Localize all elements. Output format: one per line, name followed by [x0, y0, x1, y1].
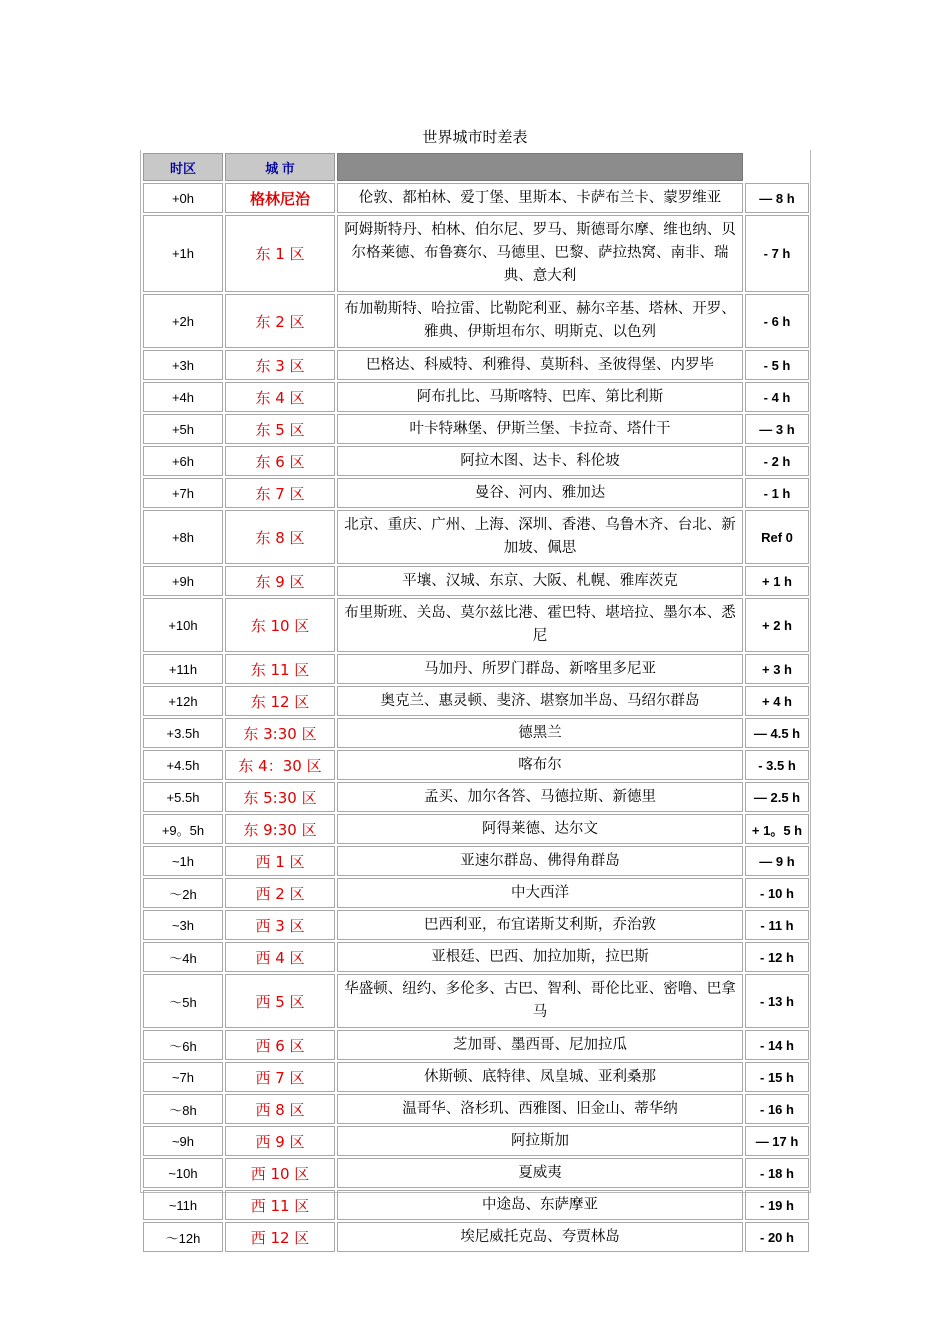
zone-name-cell: 西 1 区	[225, 846, 335, 876]
beijing-time-difference-cell: — 3 h	[745, 414, 809, 444]
table-row	[143, 382, 809, 412]
beijing-time-difference-cell: - 7 h	[745, 215, 809, 292]
header-diff-blank	[745, 153, 809, 181]
beijing-time-difference-cell: — 9 h	[745, 846, 809, 876]
timezone-offset-cell: +9。5h	[143, 814, 223, 844]
zone-name-cell: 东 6 区	[225, 446, 335, 476]
beijing-time-difference-cell: - 14 h	[745, 1030, 809, 1060]
table-row	[143, 750, 809, 780]
table-row	[143, 910, 809, 940]
zone-name-cell: 西 7 区	[225, 1062, 335, 1092]
cities-cell: 芝加哥、墨西哥、尼加拉瓜	[337, 1030, 743, 1060]
zone-name-cell: 西 12 区	[225, 1222, 335, 1252]
header-timezone: 时区	[143, 153, 223, 181]
table-row	[143, 1222, 809, 1252]
cities-cell: 中途岛、东萨摩亚	[337, 1190, 743, 1220]
table-row	[143, 942, 809, 972]
table-row	[143, 654, 809, 684]
beijing-time-difference-cell: — 2.5 h	[745, 782, 809, 812]
table-row	[143, 215, 809, 292]
header-city: 城 市	[225, 153, 335, 181]
zone-name-cell: 东 11 区	[225, 654, 335, 684]
timezone-offset-cell: +12h	[143, 686, 223, 716]
cities-cell: 休斯顿、底特律、凤皇城、亚利桑那	[337, 1062, 743, 1092]
timezone-offset-cell: ~9h	[143, 1126, 223, 1156]
cities-cell: 阿拉木图、达卡、科伦坡	[337, 446, 743, 476]
table-row	[143, 566, 809, 596]
cities-cell: 奥克兰、惠灵顿、斐济、堪察加半岛、马绍尔群岛	[337, 686, 743, 716]
cities-cell: 马加丹、所罗门群岛、新喀里多尼亚	[337, 654, 743, 684]
beijing-time-difference-cell: - 20 h	[745, 1222, 809, 1252]
cities-cell: 叶卡特琳堡、伊斯兰堡、卡拉奇、塔什干	[337, 414, 743, 444]
zone-name-cell: 东 12 区	[225, 686, 335, 716]
cities-cell: 埃尼威托克岛、夸贾林岛	[337, 1222, 743, 1252]
timezone-offset-cell: +0h	[143, 183, 223, 213]
beijing-time-difference-cell: + 4 h	[745, 686, 809, 716]
beijing-time-difference-cell: - 12 h	[745, 942, 809, 972]
table-row	[143, 686, 809, 716]
timezone-offset-cell: +11h	[143, 654, 223, 684]
timezone-offset-cell: ～8h	[143, 1094, 223, 1124]
zone-name-cell: 东 5 区	[225, 414, 335, 444]
zone-name-cell: 东 10 区	[225, 598, 335, 652]
table-row	[143, 782, 809, 812]
timezone-offset-cell: ～6h	[143, 1030, 223, 1060]
cities-cell: 布里斯班、关岛、莫尔兹比港、霍巴特、堪培拉、墨尔本、悉尼	[337, 598, 743, 652]
timezone-offset-cell: +6h	[143, 446, 223, 476]
table-row	[143, 183, 809, 213]
zone-name-cell: 西 9 区	[225, 1126, 335, 1156]
page-title: 世界城市时差表	[422, 128, 528, 146]
table-row	[143, 446, 809, 476]
timezone-offset-cell: ～5h	[143, 974, 223, 1028]
timezone-offset-cell: ~3h	[143, 910, 223, 940]
timezone-offset-cell: +4.5h	[143, 750, 223, 780]
beijing-time-difference-cell: - 11 h	[745, 910, 809, 940]
beijing-time-difference-cell: - 15 h	[745, 1062, 809, 1092]
beijing-time-difference-cell: Ref 0	[745, 510, 809, 564]
beijing-time-difference-cell: - 5 h	[745, 350, 809, 380]
header-row	[143, 153, 809, 181]
timezone-offset-cell: +5.5h	[143, 782, 223, 812]
cities-cell: 中大西洋	[337, 878, 743, 908]
table-row	[143, 974, 809, 1028]
cities-cell: 曼谷、河内、雅加达	[337, 478, 743, 508]
table-row	[143, 1062, 809, 1092]
cities-cell: 伦敦、都柏林、爱丁堡、里斯本、卡萨布兰卡、蒙罗维亚	[337, 183, 743, 213]
zone-name-cell: 西 10 区	[225, 1158, 335, 1188]
zone-name-cell: 东 8 区	[225, 510, 335, 564]
zone-name-cell: 东 3:30 区	[225, 718, 335, 748]
table-row	[143, 1126, 809, 1156]
cities-cell: 喀布尔	[337, 750, 743, 780]
beijing-time-difference-cell: - 19 h	[745, 1190, 809, 1220]
zone-name-cell: 西 3 区	[225, 910, 335, 940]
table-row	[143, 878, 809, 908]
cities-cell: 亚速尔群岛、佛得角群岛	[337, 846, 743, 876]
zone-name-cell: 西 6 区	[225, 1030, 335, 1060]
zone-name-cell: 东 9 区	[225, 566, 335, 596]
timezone-offset-cell: +5h	[143, 414, 223, 444]
table-row	[143, 294, 809, 348]
beijing-time-difference-cell: - 16 h	[745, 1094, 809, 1124]
zone-name-cell: 西 5 区	[225, 974, 335, 1028]
cities-cell: 阿姆斯特丹、柏林、伯尔尼、罗马、斯德哥尔摩、维也纳、贝尔格莱德、布鲁赛尔、马德里、巴黎、萨拉热窝、南非、瑞典、意大利	[337, 215, 743, 292]
cities-cell: 孟买、加尔各答、马德拉斯、新德里	[337, 782, 743, 812]
cities-cell: 巴西利亚，布宜诺斯艾利斯，乔治敦	[337, 910, 743, 940]
table-row	[143, 814, 809, 844]
cities-cell: 布加勒斯特、哈拉雷、比勒陀利亚、赫尔辛基、塔林、开罗、雅典、伊斯坦布尔、明斯克、以色列	[337, 294, 743, 348]
zone-name-cell: 西 8 区	[225, 1094, 335, 1124]
table-row	[143, 478, 809, 508]
table-row	[143, 1158, 809, 1188]
beijing-time-difference-cell: - 6 h	[745, 294, 809, 348]
table-row	[143, 1030, 809, 1060]
beijing-time-difference-cell: - 3.5 h	[745, 750, 809, 780]
table-row	[143, 510, 809, 564]
table-row	[143, 718, 809, 748]
zone-name-cell: 东 5:30 区	[225, 782, 335, 812]
zone-name-cell: 东 4 区	[225, 382, 335, 412]
beijing-time-difference-cell: + 1。5 h	[745, 814, 809, 844]
beijing-time-difference-cell: - 13 h	[745, 974, 809, 1028]
timezone-offset-cell: +9h	[143, 566, 223, 596]
beijing-time-difference-cell: + 3 h	[745, 654, 809, 684]
timezone-offset-cell: ~1h	[143, 846, 223, 876]
header-cities-blank	[337, 153, 743, 181]
timezone-offset-cell: ～4h	[143, 942, 223, 972]
timezone-offset-cell: +1h	[143, 215, 223, 292]
cities-cell: 德黑兰	[337, 718, 743, 748]
timezone-offset-cell: ～12h	[143, 1222, 223, 1252]
cities-cell: 亚根廷、巴西、加拉加斯，拉巴斯	[337, 942, 743, 972]
zone-name-cell: 东 7 区	[225, 478, 335, 508]
table-row	[143, 598, 809, 652]
cities-cell: 华盛顿、纽约、多伦多、古巴、智利、哥伦比亚、密噜、巴拿马	[337, 974, 743, 1028]
timezone-offset-cell: ~11h	[143, 1190, 223, 1220]
cities-cell: 北京、重庆、广州、上海、深圳、香港、乌鲁木齐、台北、新加坡、佩思	[337, 510, 743, 564]
timezone-offset-cell: ～2h	[143, 878, 223, 908]
beijing-time-difference-cell: - 18 h	[745, 1158, 809, 1188]
timezone-offset-cell: +4h	[143, 382, 223, 412]
cities-cell: 温哥华、洛杉玑、西雅图、旧金山、蒂华纳	[337, 1094, 743, 1124]
timezone-offset-cell: +2h	[143, 294, 223, 348]
beijing-time-difference-cell: — 8 h	[745, 183, 809, 213]
timezone-offset-cell: ~7h	[143, 1062, 223, 1092]
table-row	[143, 350, 809, 380]
timezone-offset-cell: +3.5h	[143, 718, 223, 748]
zone-name-cell: 东 2 区	[225, 294, 335, 348]
timezone-table	[141, 151, 811, 1254]
beijing-time-difference-cell: + 1 h	[745, 566, 809, 596]
timezone-offset-cell: +3h	[143, 350, 223, 380]
table-row	[143, 846, 809, 876]
zone-name-cell: 东 1 区	[225, 215, 335, 292]
table-body	[143, 183, 809, 1252]
beijing-time-difference-cell: — 17 h	[745, 1126, 809, 1156]
cities-cell: 夏威夷	[337, 1158, 743, 1188]
table-row	[143, 1190, 809, 1220]
zone-name-cell: 西 11 区	[225, 1190, 335, 1220]
beijing-time-difference-cell: - 10 h	[745, 878, 809, 908]
timezone-offset-cell: +10h	[143, 598, 223, 652]
timezone-offset-cell: +8h	[143, 510, 223, 564]
cities-cell: 阿得莱德、达尔文	[337, 814, 743, 844]
beijing-time-difference-cell: — 4.5 h	[745, 718, 809, 748]
beijing-time-difference-cell: + 2 h	[745, 598, 809, 652]
zone-name-cell: 东 9:30 区	[225, 814, 335, 844]
zone-name-cell: 西 4 区	[225, 942, 335, 972]
zone-name-cell: 东 3 区	[225, 350, 335, 380]
table-row	[143, 414, 809, 444]
table-row	[143, 1094, 809, 1124]
timezone-offset-cell: ~10h	[143, 1158, 223, 1188]
timezone-offset-cell: +7h	[143, 478, 223, 508]
cities-cell: 巴格达、科威特、利雅得、莫斯科、圣彼得堡、内罗毕	[337, 350, 743, 380]
cities-cell: 阿布扎比、马斯喀特、巴库、第比利斯	[337, 382, 743, 412]
cities-cell: 平壤、汉城、东京、大阪、札幌、雅库茨克	[337, 566, 743, 596]
zone-name-cell: 格林尼治	[225, 183, 335, 213]
zone-name-cell: 东 4：30 区	[225, 750, 335, 780]
zone-name-cell: 西 2 区	[225, 878, 335, 908]
cities-cell: 阿拉斯加	[337, 1126, 743, 1156]
beijing-time-difference-cell: - 4 h	[745, 382, 809, 412]
beijing-time-difference-cell: - 2 h	[745, 446, 809, 476]
beijing-time-difference-cell: - 1 h	[745, 478, 809, 508]
